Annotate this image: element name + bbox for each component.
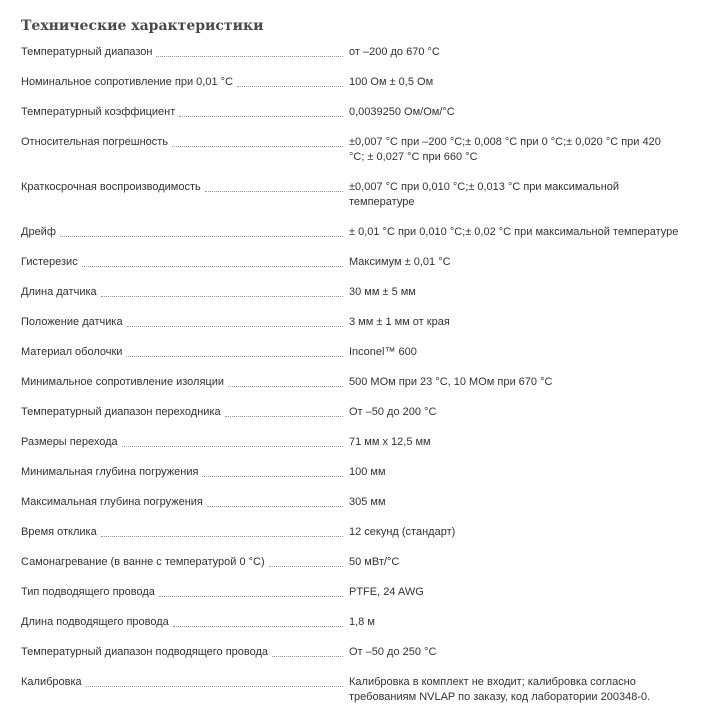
section-title: Технические характеристики [21,18,264,34]
spec-row [21,644,701,674]
spec-label: Минимальная глубина погружения [21,466,199,478]
dotted-leader [225,416,343,417]
dotted-leader [122,446,343,447]
dotted-leader [179,116,343,117]
dotted-leader [126,356,343,357]
spec-row [21,134,701,179]
dotted-leader [101,536,343,537]
dotted-leader [207,506,343,507]
spec-value: от –200 до 670 °C [349,46,440,58]
spec-row [21,524,701,554]
dotted-leader [159,596,343,597]
dotted-leader [272,656,343,657]
dotted-leader [205,191,343,192]
dotted-leader [127,326,343,327]
spec-value: Inconel™ 600 [349,346,417,358]
spec-value: ±0,007 °C при 0,010 °C;± 0,013 °C при максимальной температуре [349,181,620,208]
spec-value: ±0,007 °C при –200 °C;± 0,008 °C при 0 °C;± 0,020 °C при 420 °C; ± 0,027 °C при 660 °C [349,136,661,163]
dotted-leader [202,476,343,477]
spec-value: 305 мм [349,496,386,508]
spec-row [21,44,701,74]
dotted-leader [101,296,343,297]
spec-row [21,254,701,284]
spec-label: Положение датчика [21,316,123,328]
spec-value: 71 мм x 12,5 мм [349,436,431,448]
spec-row [21,674,701,719]
spec-label: Гистерезис [21,256,78,268]
spec-value: 30 мм ± 5 мм [349,286,416,298]
spec-value: PTFE, 24 AWG [349,586,424,598]
spec-label: Калибровка [21,676,82,688]
dotted-leader [82,266,343,267]
spec-label: Длина подводящего провода [21,616,169,628]
dotted-leader [86,686,343,687]
spec-value: 500 МОм при 23 °C, 10 МОм при 670 °C [349,376,553,388]
dotted-leader [228,386,343,387]
spec-value: 50 мВт/°C [349,556,400,568]
spec-row [21,554,701,584]
spec-label: Время отклика [21,526,97,538]
spec-value: 0,0039250 Ом/Ом/°C [349,106,455,118]
spec-value: 100 Ом ± 0,5 Ом [349,76,434,88]
dotted-leader [156,56,343,57]
spec-row [21,404,701,434]
spec-value: 1,8 м [349,616,375,628]
spec-row [21,284,701,314]
spec-label: Минимальное сопротивление изоляции [21,376,225,388]
spec-row [21,104,701,134]
spec-label: Температурный диапазон подводящего провода [21,646,269,658]
spec-row [21,464,701,494]
spec-row [21,314,701,344]
spec-section [21,14,701,719]
spec-label: Максимальная глубина погружения [21,496,203,508]
spec-value: От –50 до 250 °C [349,646,437,658]
spec-label: Краткосрочная воспроизводимость [21,181,201,193]
spec-value: 100 мм [349,466,386,478]
spec-label: Дрейф [21,226,56,238]
spec-row [21,224,701,254]
spec-label: Длина датчика [21,286,97,298]
spec-value: ± 0,01 °C при 0,010 °C;± 0,02 °C при максимальной температуре [349,226,679,238]
spec-value: От –50 до 200 °C [349,406,437,418]
spec-label: Материал оболочки [21,346,123,358]
spec-row [21,179,701,224]
dotted-leader [172,146,343,147]
dotted-leader [60,236,343,237]
spec-label: Тип подводящего провода [21,586,155,598]
spec-value: 12 секунд (стандарт) [349,526,456,538]
spec-row [21,494,701,524]
spec-label: Температурный коэффициент [21,106,176,118]
spec-value: 3 мм ± 1 мм от края [349,316,450,328]
spec-label: Температурный диапазон переходника [21,406,221,418]
dotted-leader [237,86,343,87]
spec-label: Номинальное сопротивление при 0,01 °C [21,76,233,88]
spec-value: Калибровка в комплект не входит; калибровка согласно требованиям NVLAP по заказу, код лаборатории 200348-0. [349,676,651,703]
spec-row [21,434,701,464]
dotted-leader [269,566,343,567]
spec-row [21,344,701,374]
spec-row [21,584,701,614]
spec-label: Относительная погрешность [21,136,169,148]
spec-label: Самонагревание (в ванне с температурой 0 °C) [21,556,265,568]
spec-row [21,614,701,644]
dotted-leader [173,626,343,627]
spec-label: Размеры перехода [21,436,118,448]
spec-row [21,374,701,404]
spec-row [21,74,701,104]
spec-value: Максимум ± 0,01 °C [349,256,451,268]
spec-label: Температурный диапазон [21,46,153,58]
spec-table [21,44,701,719]
